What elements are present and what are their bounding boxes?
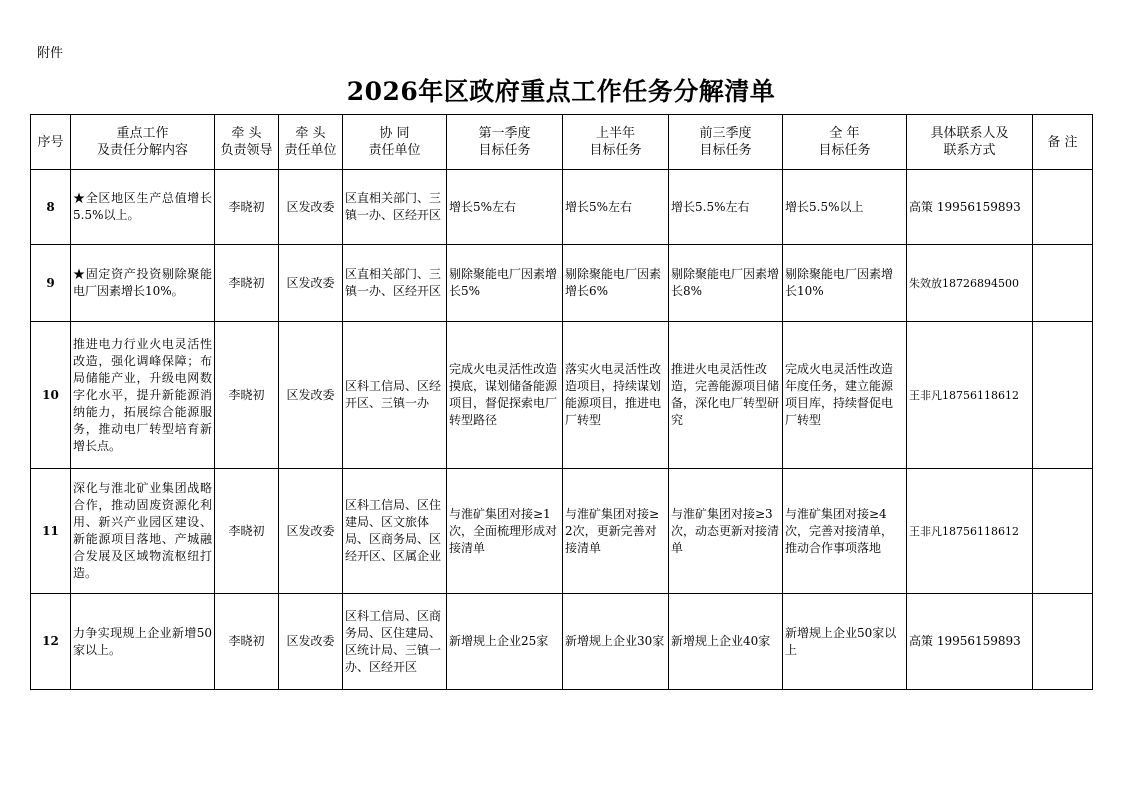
header-coop-units: 协 同 责任单位 [343, 115, 447, 170]
row-coop-units: 区直相关部门、三镇一办、区经开区 [343, 170, 447, 245]
header-contact: 具体联系人及 联系方式 [907, 115, 1033, 170]
row-q3: 增长5.5%左右 [669, 170, 783, 245]
row-q3: 与淮矿集团对接≥3次，动态更新对接清单 [669, 469, 783, 594]
header-q3: 前三季度 目标任务 [669, 115, 783, 170]
attachment-label: 附件 [37, 46, 64, 61]
row-lead-unit: 区发改委 [279, 322, 343, 469]
table-row [31, 245, 1093, 322]
row-coop-units: 区科工信局、区经开区、三镇一办 [343, 322, 447, 469]
row-no: 9 [31, 245, 71, 322]
table-row [31, 469, 1093, 594]
row-no: 10 [31, 322, 71, 469]
row-contact: 朱效放18726894500 [907, 245, 1033, 322]
row-year: 增长5.5%以上 [783, 170, 907, 245]
header-no: 序号 [31, 115, 71, 170]
row-h1: 与淮矿集团对接≥2次，更新完善对接清单 [563, 469, 669, 594]
table-row [31, 170, 1093, 245]
row-no: 11 [31, 469, 71, 594]
header-q1: 第一季度 目标任务 [447, 115, 563, 170]
row-coop-units: 区科工信局、区商务局、区住建局、区统计局、三镇一办、区经开区 [343, 594, 447, 690]
row-contact: 王非凡18756118612 [907, 469, 1033, 594]
row-note [1033, 170, 1093, 245]
header-lead-unit: 牵 头 责任单位 [279, 115, 343, 170]
row-contact: 高策 19956159893 [907, 170, 1033, 245]
row-h1: 增长5%左右 [563, 170, 669, 245]
task-table [30, 114, 1093, 690]
row-contact: 高策 19956159893 [907, 594, 1033, 690]
row-q1: 与淮矿集团对接≥1次，全面梳理形成对接清单 [447, 469, 563, 594]
row-note [1033, 245, 1093, 322]
row-q3: 剔除聚能电厂因素增长8% [669, 245, 783, 322]
row-h1: 剔除聚能电厂因素增长6% [563, 245, 669, 322]
header-note: 备 注 [1033, 115, 1093, 170]
row-lead-unit: 区发改委 [279, 469, 343, 594]
row-q3: 推进火电灵活性改造，完善能源项目储备，深化电厂转型研究 [669, 322, 783, 469]
row-h1: 新增规上企业30家 [563, 594, 669, 690]
row-content: ★全区地区生产总值增长5.5%以上。 [71, 170, 215, 245]
row-lead-unit: 区发改委 [279, 245, 343, 322]
row-leader: 李晓初 [215, 170, 279, 245]
row-year: 新增规上企业50家以上 [783, 594, 907, 690]
row-content: 力争实现规上企业新增50家以上。 [71, 594, 215, 690]
row-q1: 完成火电灵活性改造摸底，谋划储备能源项目，督促探索电厂转型路径 [447, 322, 563, 469]
row-lead-unit: 区发改委 [279, 594, 343, 690]
row-leader: 李晓初 [215, 469, 279, 594]
row-leader: 李晓初 [215, 322, 279, 469]
row-q3: 新增规上企业40家 [669, 594, 783, 690]
row-contact: 王非凡18756118612 [907, 322, 1033, 469]
header-leader: 牵 头 负责领导 [215, 115, 279, 170]
row-q1: 新增规上企业25家 [447, 594, 563, 690]
header-content: 重点工作 及责任分解内容 [71, 115, 215, 170]
table-row [31, 594, 1093, 690]
row-note [1033, 469, 1093, 594]
row-no: 8 [31, 170, 71, 245]
row-note [1033, 594, 1093, 690]
row-year: 完成火电灵活性改造年度任务，建立能源项目库，持续督促电厂转型 [783, 322, 907, 469]
row-leader: 李晓初 [215, 594, 279, 690]
row-year: 剔除聚能电厂因素增长10% [783, 245, 907, 322]
row-content: 深化与淮北矿业集团战略合作，推动固废资源化利用、新兴产业园区建设、新能源项目落地、产城融合发展及区域物流枢纽打造。 [71, 469, 215, 594]
header-year: 全 年 目标任务 [783, 115, 907, 170]
row-leader: 李晓初 [215, 245, 279, 322]
row-note [1033, 322, 1093, 469]
header-row [31, 115, 1093, 170]
row-year: 与淮矿集团对接≥4次，完善对接清单，推动合作事项落地 [783, 469, 907, 594]
page-title: 2026年区政府重点工作任务分解清单 [346, 77, 776, 106]
row-content: ★固定资产投资剔除聚能电厂因素增长10%。 [71, 245, 215, 322]
header-h1: 上半年 目标任务 [563, 115, 669, 170]
row-q1: 增长5%左右 [447, 170, 563, 245]
table-row [31, 322, 1093, 469]
row-coop-units: 区科工信局、区住建局、区文旅体局、区商务局、区经开区、区属企业 [343, 469, 447, 594]
row-no: 12 [31, 594, 71, 690]
row-coop-units: 区直相关部门、三镇一办、区经开区 [343, 245, 447, 322]
row-q1: 剔除聚能电厂因素增长5% [447, 245, 563, 322]
row-content: 推进电力行业火电灵活性改造，强化调峰保障；布局储能产业，升级电网数字化水平，提升新能源消纳能力，拓展综合能源服务，推动电厂转型培育新增长点。 [71, 322, 215, 469]
row-h1: 落实火电灵活性改造项目，持续谋划能源项目，推进电厂转型 [563, 322, 669, 469]
row-lead-unit: 区发改委 [279, 170, 343, 245]
